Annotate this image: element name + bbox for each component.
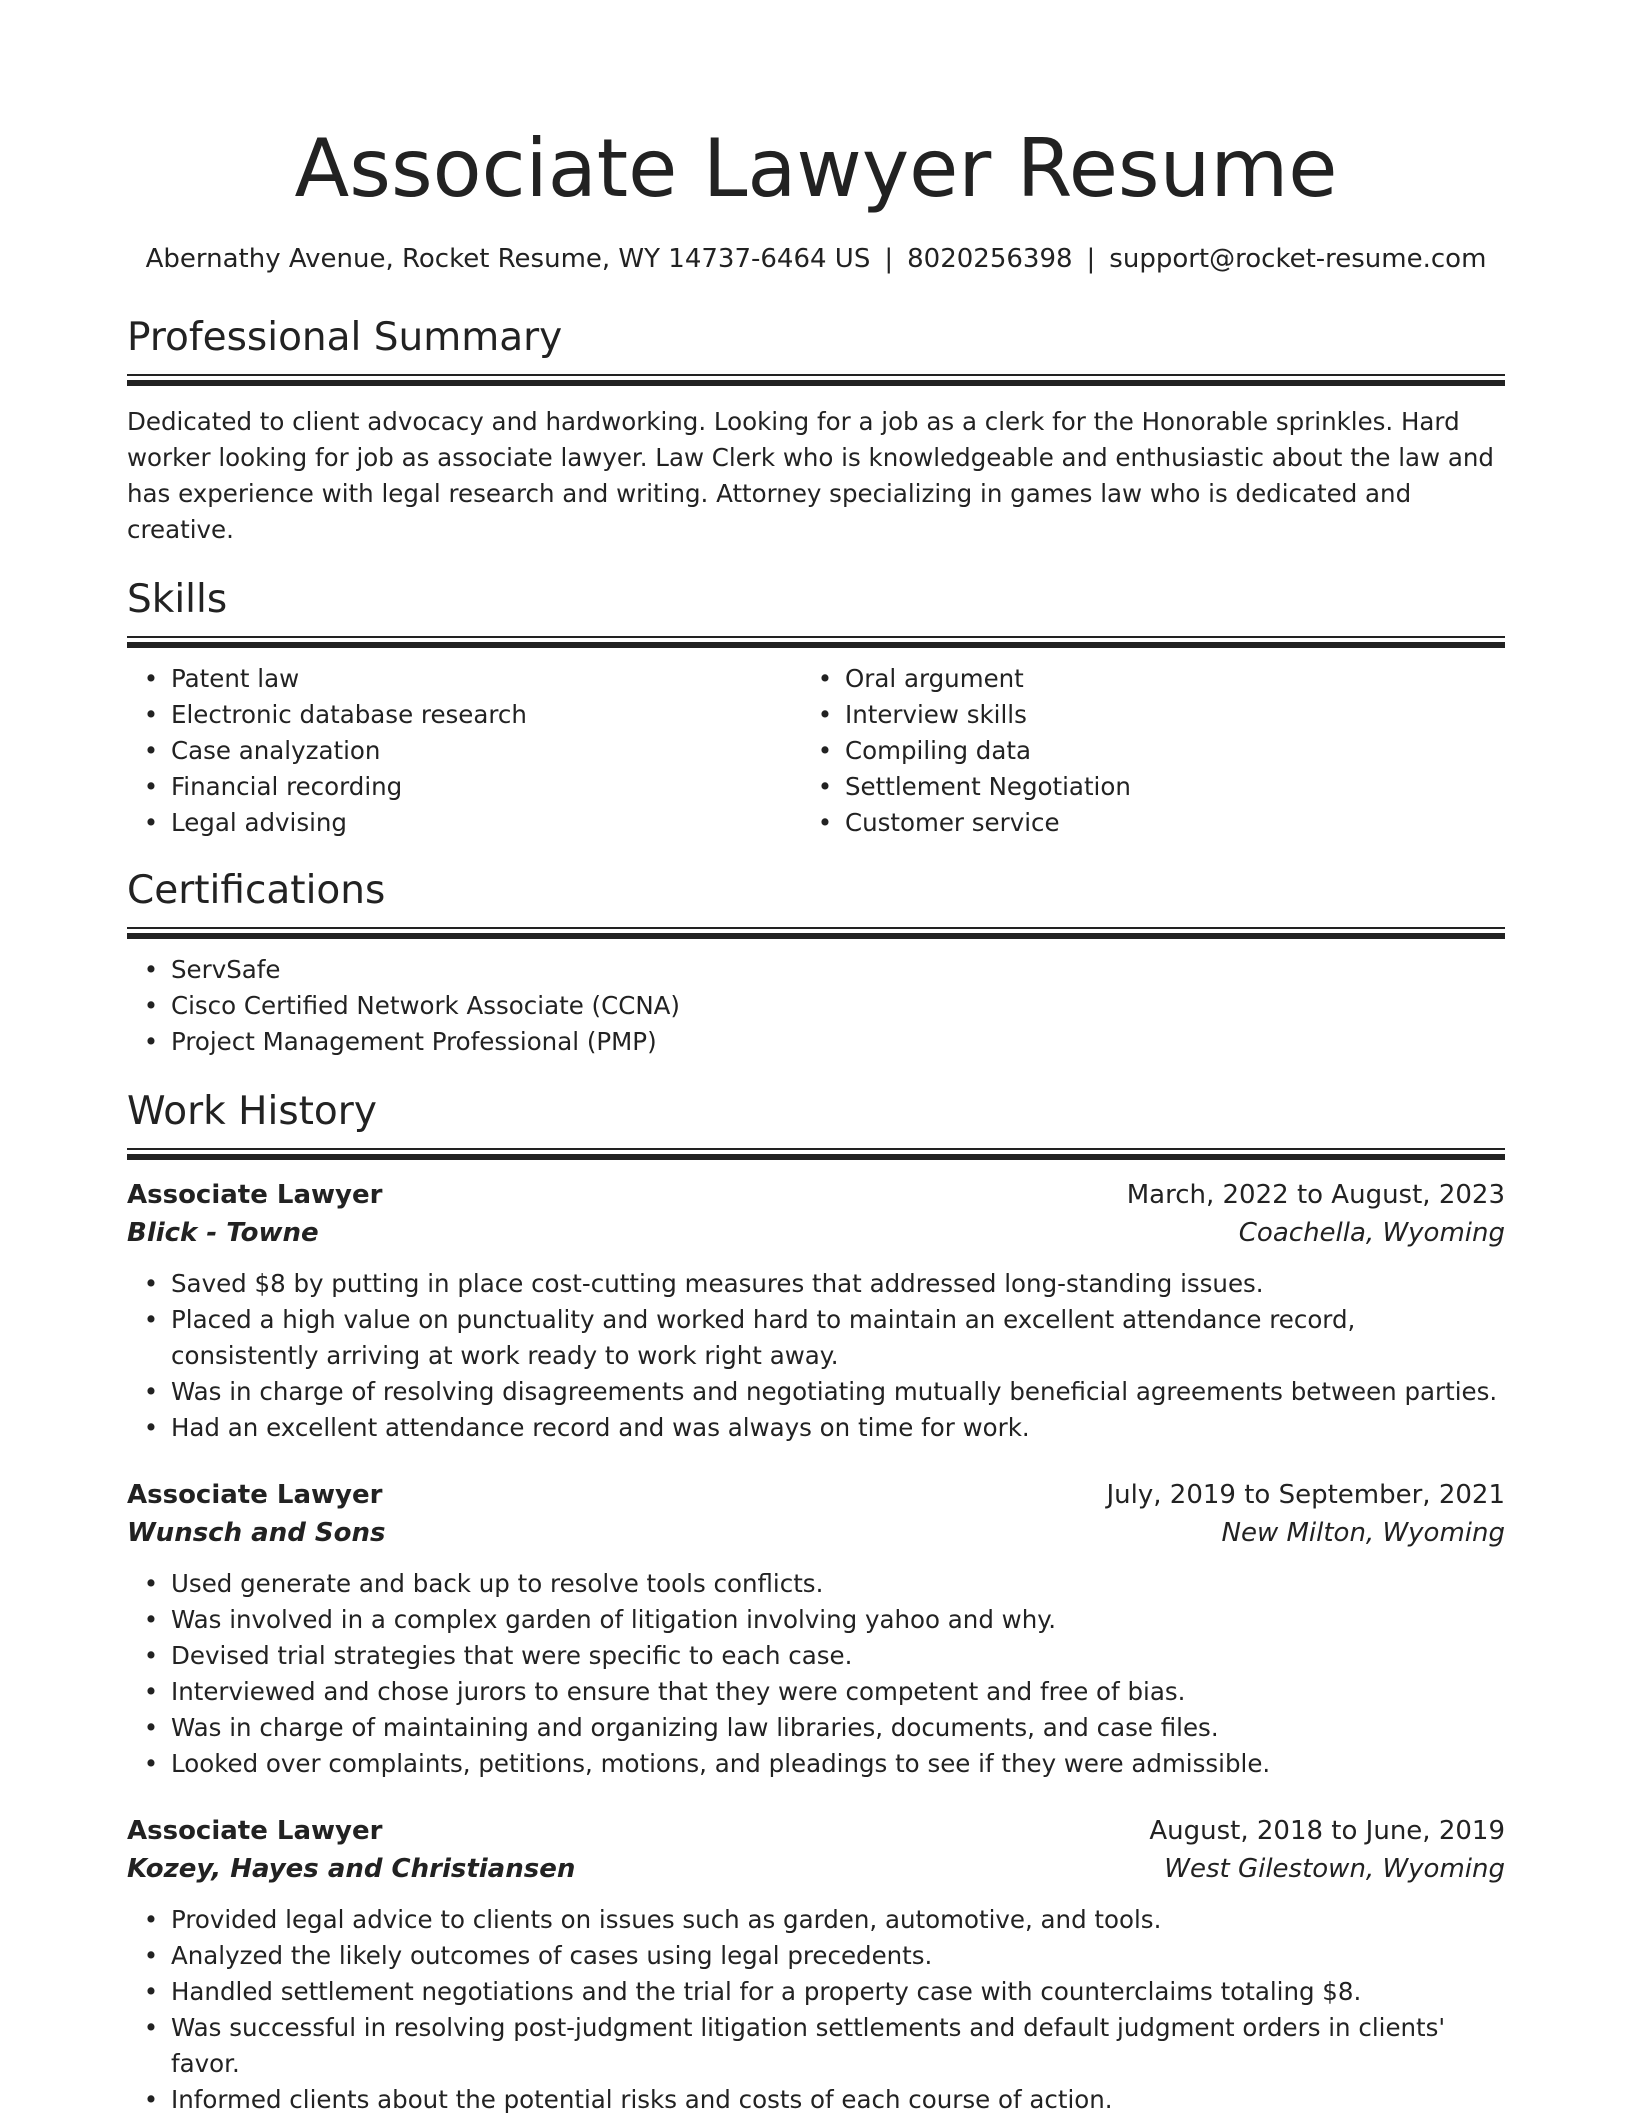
job-bullet <box>127 2082 1505 2118</box>
skills-columns <box>127 661 1505 841</box>
job-company: Blick - Towne <box>127 1218 319 1248</box>
job-dates: July, 2019 to September, 2021 <box>1106 1480 1505 1510</box>
bullet-icon: • <box>817 736 833 765</box>
bullet-icon: • <box>143 1941 159 1970</box>
bullet-icon: • <box>817 700 833 729</box>
job-bullet <box>127 1602 1505 1638</box>
bullet-icon: • <box>817 808 833 837</box>
bullet-icon: • <box>143 1605 159 1634</box>
bullet-icon: • <box>143 1413 159 1442</box>
job-entry <box>127 1176 1505 1446</box>
contact-line <box>127 242 1505 276</box>
bullet-icon: • <box>143 772 159 801</box>
bullet-icon: • <box>143 1027 159 1056</box>
certification-item <box>127 988 1505 1024</box>
job-bullet <box>127 1266 1505 1302</box>
bullet-icon: • <box>143 1305 159 1334</box>
bullet-icon: • <box>143 1713 159 1742</box>
job-title: Associate Lawyer <box>127 1180 383 1210</box>
certification-label: ServSafe <box>171 955 281 984</box>
certification-label: Cisco Certified Network Associate (CCNA) <box>171 991 680 1020</box>
job-company: Kozey, Hayes and Christiansen <box>127 1854 576 1884</box>
job-subheader-row <box>127 1514 1505 1552</box>
bullet-icon: • <box>143 991 159 1020</box>
skill-item <box>801 661 1475 697</box>
job-bullet-text: Was in charge of resolving disagreements and negotiating mutually beneficial agreements between parties. <box>171 1377 1498 1406</box>
job-bullet <box>127 1710 1505 1746</box>
certifications-section <box>127 867 1505 1060</box>
certifications-heading: Certifications <box>127 868 386 913</box>
skills-section <box>127 576 1505 841</box>
skills-list-left <box>127 661 801 841</box>
job-header-row <box>127 1176 1505 1214</box>
summary-section <box>127 314 1505 548</box>
skill-item <box>127 769 801 805</box>
job-title: Associate Lawyer <box>127 1480 383 1510</box>
bullet-icon: • <box>143 1905 159 1934</box>
skill-label: Financial recording <box>171 772 403 801</box>
job-bullet-text: Was involved in a complex garden of litigation involving yahoo and why. <box>171 1605 1057 1634</box>
job-bullet-text: Saved $8 by putting in place cost-cutting measures that addressed long-standing issues. <box>171 1269 1264 1298</box>
certification-label: Project Management Professional (PMP) <box>171 1027 657 1056</box>
skill-label: Customer service <box>845 808 1060 837</box>
bullet-icon: • <box>143 1377 159 1406</box>
certifications-list <box>127 952 1505 1060</box>
certification-item <box>127 952 1505 988</box>
job-dates: August, 2018 to June, 2019 <box>1149 1816 1505 1846</box>
contact-separator: | <box>1086 244 1096 274</box>
certification-item <box>127 1024 1505 1060</box>
job-location: New Milton, Wyoming <box>1221 1518 1505 1548</box>
job-bullet-text: Used generate and back up to resolve tools conflicts. <box>171 1569 824 1598</box>
job-bullet <box>127 1374 1505 1410</box>
bullet-icon: • <box>817 772 833 801</box>
section-rule <box>127 1148 1505 1160</box>
bullet-icon: • <box>143 808 159 837</box>
contact-email: support@rocket-resume.com <box>1109 244 1487 274</box>
bullet-icon: • <box>817 664 833 693</box>
bullet-icon: • <box>143 1677 159 1706</box>
section-rule <box>127 927 1505 939</box>
job-bullet <box>127 1566 1505 1602</box>
bullet-icon: • <box>143 2013 159 2042</box>
skill-item <box>127 697 801 733</box>
job-bullet <box>127 1674 1505 1710</box>
job-bullet-text: Provided legal advice to clients on issues such as garden, automotive, and tools. <box>171 1905 1162 1934</box>
job-subheader-row <box>127 1850 1505 1888</box>
job-bullet-list <box>127 1266 1505 1446</box>
skill-item <box>801 733 1475 769</box>
job-bullet <box>127 1974 1505 2010</box>
section-rule <box>127 636 1505 648</box>
skill-label: Settlement Negotiation <box>845 772 1131 801</box>
bullet-icon: • <box>143 1977 159 2006</box>
skill-label: Patent law <box>171 664 300 693</box>
bullet-icon: • <box>143 736 159 765</box>
job-bullet <box>127 2010 1505 2082</box>
job-bullet-text: Handled settlement negotiations and the trial for a property case with counterclaims totaling $8. <box>171 1977 1362 2006</box>
bullet-icon: • <box>143 1269 159 1298</box>
job-header-row <box>127 1812 1505 1850</box>
job-header-row <box>127 1476 1505 1514</box>
job-bullet-text: Had an excellent attendance record and was always on time for work. <box>171 1413 1030 1442</box>
job-entry <box>127 1812 1505 2118</box>
work-history-heading: Work History <box>127 1089 377 1134</box>
section-rule <box>127 374 1505 386</box>
bullet-icon: • <box>143 1749 159 1778</box>
skill-item <box>127 805 801 841</box>
summary-heading: Professional Summary <box>127 315 563 360</box>
skill-label: Compiling data <box>845 736 1031 765</box>
job-bullet-text: Informed clients about the potential risks and costs of each course of action. <box>171 2085 1113 2114</box>
skill-item <box>127 733 801 769</box>
contact-separator: | <box>884 244 894 274</box>
skill-item <box>801 769 1475 805</box>
job-dates: March, 2022 to August, 2023 <box>1126 1180 1505 1210</box>
skill-item <box>801 697 1475 733</box>
contact-address: Abernathy Avenue, Rocket Resume, WY 14737-6464 US <box>145 244 871 274</box>
bullet-icon: • <box>143 1569 159 1598</box>
skill-item <box>127 661 801 697</box>
job-bullet-text: Was successful in resolving post-judgment litigation settlements and default judgment orders in clients' favor. <box>171 2013 1446 2078</box>
job-bullet-text: Devised trial strategies that were specific to each case. <box>171 1641 853 1670</box>
skill-label: Interview skills <box>845 700 1027 729</box>
bullet-icon: • <box>143 2085 159 2114</box>
job-subheader-row <box>127 1214 1505 1252</box>
job-title: Associate Lawyer <box>127 1816 383 1846</box>
job-bullet-list <box>127 1902 1505 2118</box>
skills-heading: Skills <box>127 577 228 622</box>
job-bullet-text: Analyzed the likely outcomes of cases using legal precedents. <box>171 1941 933 1970</box>
resume-title: Associate Lawyer Resume <box>294 122 1338 215</box>
contact-phone: 8020256398 <box>907 244 1073 274</box>
job-bullet <box>127 1938 1505 1974</box>
job-bullet <box>127 1302 1505 1374</box>
bullet-icon: • <box>143 1641 159 1670</box>
job-bullet <box>127 1902 1505 1938</box>
job-bullet-text: Looked over complaints, petitions, motions, and pleadings to see if they were admissible. <box>171 1749 1271 1778</box>
job-location: West Gilestown, Wyoming <box>1164 1854 1505 1884</box>
work-history-section <box>127 1088 1505 2118</box>
skills-list-right <box>801 661 1475 841</box>
job-bullet-text: Interviewed and chose jurors to ensure that they were competent and free of bias. <box>171 1677 1186 1706</box>
skill-label: Case analyzation <box>171 736 381 765</box>
skill-label: Electronic database research <box>171 700 527 729</box>
skill-label: Legal advising <box>171 808 347 837</box>
job-entry <box>127 1476 1505 1782</box>
job-location: Coachella, Wyoming <box>1238 1218 1505 1248</box>
job-bullet <box>127 1638 1505 1674</box>
bullet-icon: • <box>143 664 159 693</box>
job-bullet <box>127 1746 1505 1782</box>
skill-label: Oral argument <box>845 664 1024 693</box>
job-company: Wunsch and Sons <box>127 1518 386 1548</box>
skill-item <box>801 805 1475 841</box>
job-bullet-list <box>127 1566 1505 1782</box>
job-bullet-text: Was in charge of maintaining and organizing law libraries, documents, and case files. <box>171 1713 1219 1742</box>
bullet-icon: • <box>143 955 159 984</box>
summary-text: Dedicated to client advocacy and hardworking. Looking for a job as a clerk for the Honorable sprinkles. Hard worker looking for job as associate lawyer. Law Clerk who is knowledgeable and enthusiastic about the law and has experience with legal research and writing. Attorney specializing in games law who is dedicated and creative. <box>127 407 1494 544</box>
job-bullet <box>127 1410 1505 1446</box>
job-bullet-text: Placed a high value on punctuality and worked hard to maintain an excellent attendance record, consistently arriving at work ready to work right away. <box>171 1305 1356 1370</box>
bullet-icon: • <box>143 700 159 729</box>
